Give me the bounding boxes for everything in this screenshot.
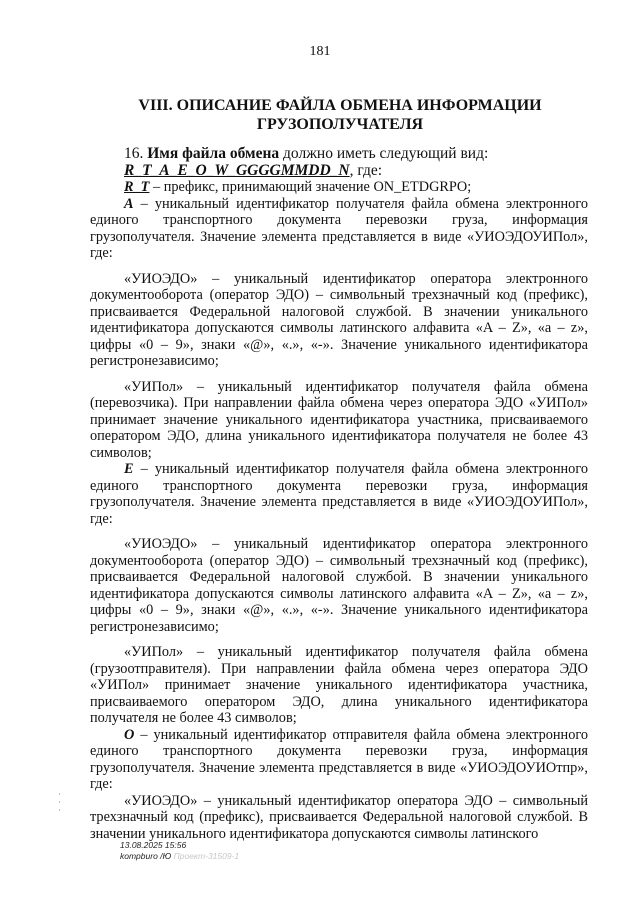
document-body bbox=[90, 146, 588, 842]
term-rt: R_T bbox=[124, 179, 150, 195]
term-e: E bbox=[124, 461, 134, 477]
page-footer bbox=[120, 840, 239, 862]
section-heading-line-1: VIII. ОПИСАНИЕ ФАЙЛА ОБМЕНА ИНФОРМАЦИИ bbox=[138, 97, 542, 114]
definition-o-text: – уникальный идентификатор отправителя файла обмена электронного единого транспортного документа перевозки груза, информация грузополучателя. Значение элемента представляется в виде «УИОЭДОУИОтпр», где: bbox=[90, 726, 588, 792]
definition-rt-text: – префикс, принимающий значение ON_ETDGRPO; bbox=[149, 179, 472, 195]
footer-timestamp: 13.08.2025 15:56 bbox=[120, 840, 187, 850]
section-heading-line-2: ГРУЗОПОЛУЧАТЕЛЯ bbox=[256, 116, 424, 133]
section-heading bbox=[90, 96, 590, 134]
file-name-term: Имя файла обмена bbox=[147, 145, 280, 162]
paragraph-number: 16. bbox=[124, 145, 144, 162]
paragraph-16 bbox=[90, 146, 588, 163]
definition-a-text: – уникальный идентификатор получателя файла обмена электронного единого транспортного документа перевозки груза, информация грузополучателя. Значение элемента представляется в виде «УИОЭДОУИПол», где: bbox=[90, 195, 588, 261]
definition-o-uiedo: «УИОЭДО» – уникальный идентификатор оператора ЭДО – символьный трехзначный код (префикс), присваивается Федеральной налоговой службой. В значении уникального идентификатора допускаются символы латинского bbox=[90, 792, 588, 842]
term-a: A bbox=[124, 195, 134, 212]
definition-o bbox=[90, 727, 588, 793]
definition-e-text: – уникальный идентификатор получателя файла обмена электронного единого транспортного документа перевозки груза, информация грузополучателя. Значение элемента представляется в виде «УИОЭДОУИПол», где: bbox=[90, 461, 588, 527]
definition-a-uiedo: «УИОЭДО» – уникальный идентификатор оператора электронного документооборота (оператор ЭДО) – символьный трехзначный код (префикс), присваивается Федеральной налоговой службой. В значении уникального идентификатора допускаются символы латинского алфавита «A – Z», «a – z», цифры «0 – 9», знаки «@», «.», «-». Значение уникального идентификатора регистронезависимо; bbox=[90, 270, 588, 369]
definition-e bbox=[90, 461, 588, 527]
footer-author: kompburo /Ю bbox=[120, 851, 172, 861]
margin-marks: · · · bbox=[58, 789, 61, 815]
term-o: O bbox=[124, 726, 135, 743]
definition-rt bbox=[90, 179, 588, 196]
pattern-value: R_T_A_E_O_W_GGGGMMDD_N bbox=[124, 161, 350, 179]
definition-a bbox=[90, 196, 588, 262]
footer-watermark: Проект-31509-1 bbox=[173, 851, 240, 861]
pattern-suffix: , где: bbox=[349, 161, 383, 179]
definition-e-uiedo: «УИОЭДО» – уникальный идентификатор оператора электронного документооборота (оператор ЭДО) – символьный трехзначный код (префикс), присваивается Федеральной налоговой службой. В значении уникального идентификатора допускаются символы латинского алфавита «A – Z», «a – z», цифры «0 – 9», знаки «@», «.», «-». Значение уникального идентификатора регистронезависимо; bbox=[90, 536, 588, 635]
definition-a-uipol: «УИПол» – уникальный идентификатор получателя файла обмена (перевозчика). При направлении файла обмена через оператора ЭДО «УИПол» принимает значение уникального идентификатора участника, присваиваемого оператором ЭДО, длина уникального идентификатора получателя не более 43 символов; bbox=[90, 378, 588, 461]
definition-e-uipol: «УИПол» – уникальный идентификатор получателя файла обмена (грузоотправителя). При направлении файла обмена через оператора ЭДО «УИПол» принимает значение уникального идентификатора участника, присваиваемого оператором ЭДО, длина уникального идентификатора получателя не более 43 символов; bbox=[90, 644, 588, 726]
footer-author-line bbox=[120, 851, 239, 862]
paragraph-16-text: должно иметь следующий вид: bbox=[283, 145, 489, 162]
file-name-pattern bbox=[90, 163, 588, 180]
page-number: 181 bbox=[309, 44, 331, 59]
